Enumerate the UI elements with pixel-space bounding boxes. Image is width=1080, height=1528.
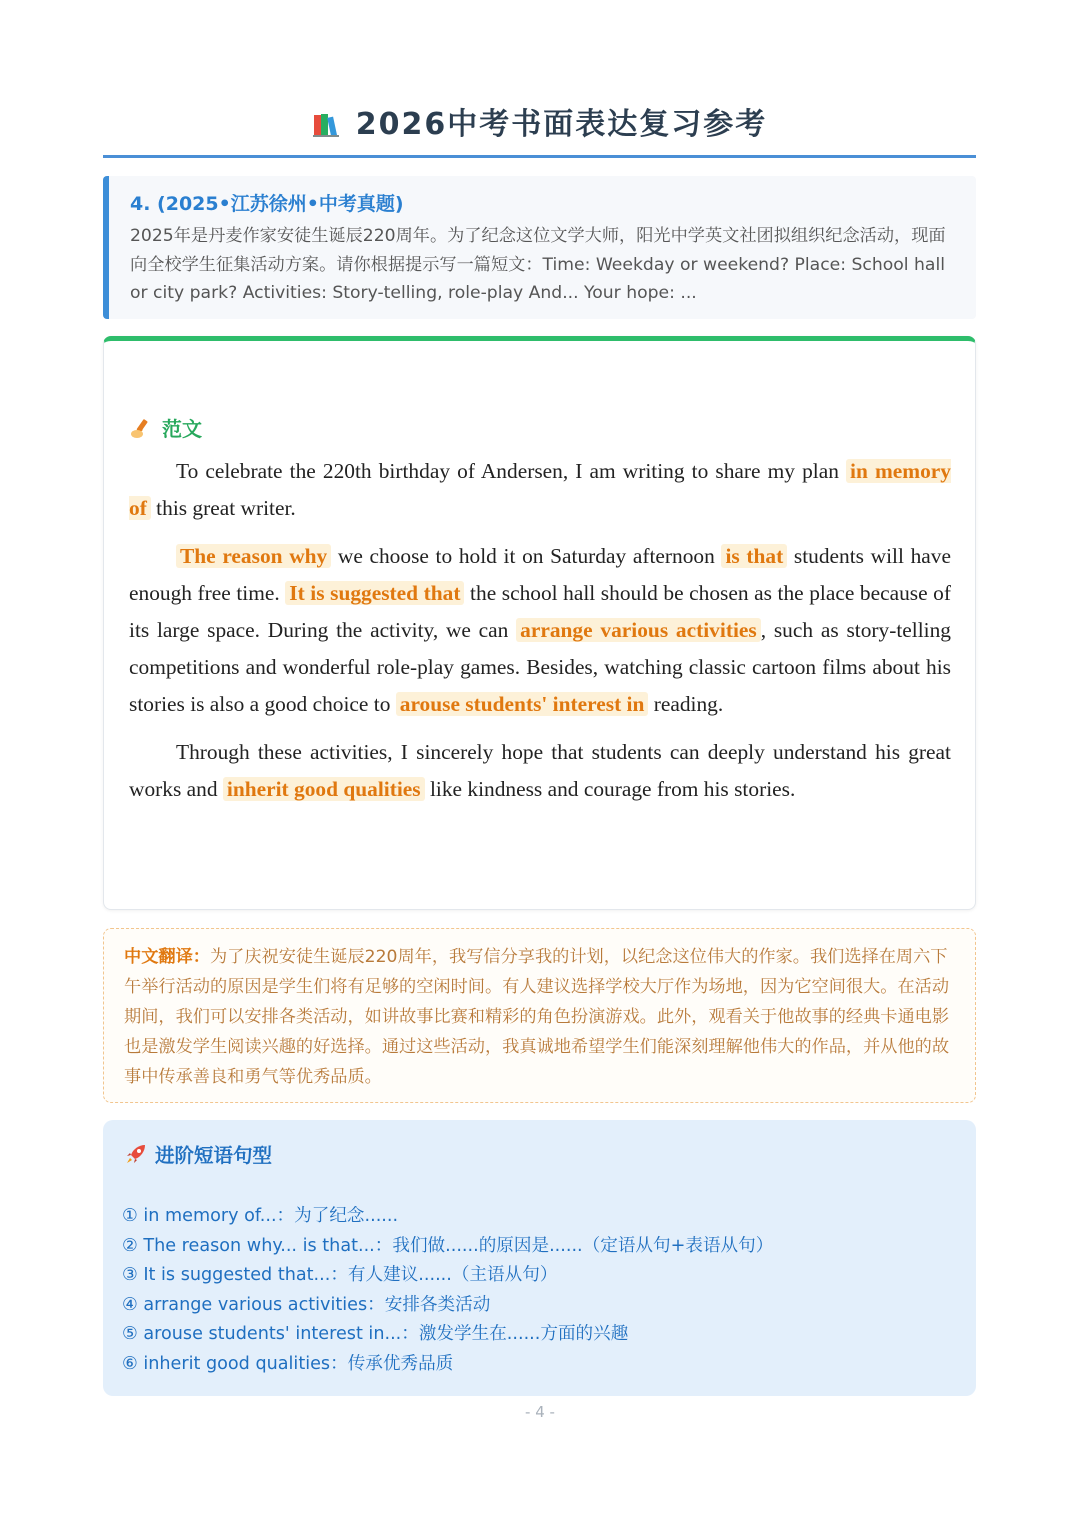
highlight-phrase: It is suggested that (285, 581, 464, 605)
title-divider (103, 155, 976, 158)
phrase-item: ③ It is suggested that...：有人建议......（主语从句） (122, 1265, 558, 1285)
question-card (103, 176, 976, 319)
translation-label: 中文翻译： (124, 947, 210, 967)
page-title (103, 100, 976, 150)
phrases-heading-text: 进阶短语句型 (155, 1144, 273, 1167)
phrase-item: ⑥ inherit good qualities：传承优秀品质 (122, 1353, 454, 1374)
phrase-item: ② The reason why... is that...：我们做......的原因是......（定语从句+表语从句） (122, 1235, 774, 1256)
highlight-phrase: inherit good qualities (223, 777, 425, 801)
phrases-card (103, 1120, 976, 1396)
essay-paragraph-1: To celebrate the 220th birthday of Andersen, I am writing to share my plan in memory of this great writer. (129, 459, 951, 520)
question-prompt: 2025年是丹麦作家安徒生诞辰220周年。为了纪念这位文学大师，阳光中学英文社团拟组织纪念活动，现面向全校学生征集活动方案。请你根据提示写一篇短文：Time: Weekday or weekend? Place: School hall or city park? Activities: Story-telling, role-play And... Your hope: ... (130, 226, 946, 303)
phrases-heading (125, 1140, 272, 1168)
translation-text: 为了庆祝安徒生诞辰220周年，我写信分享我的计划，以纪念这位伟大的作家。我们选择在周六下午举行活动的原因是学生们将有足够的空闲时间。有人建议选择学校大厅作为场地，因为它空间很大。在活动期间，我们可以安排各类活动，如讲故事比赛和精彩的角色扮演游戏。此外，观看关于他故事的经典卡通电影也是激发学生阅读兴趣的好选择。通过这些活动，我真诚地希望学生们能深刻理解他伟大的作品，并从他的故事中传承善良和勇气等优秀品质。 (124, 947, 950, 1087)
essay-paragraph-3: Through these activities, I sincerely hope that students can deeply understand his great works and inherit good qualities like kindness and courage from his stories. (129, 740, 951, 801)
writing-hand-icon (130, 417, 154, 439)
books-icon (312, 104, 342, 130)
phrase-item: ① in memory of...：为了纪念...... (122, 1206, 399, 1226)
essay-heading-text: 范文 (162, 417, 202, 441)
rocket-icon (125, 1143, 147, 1165)
essay-paragraph-2: The reason why we choose to hold it on Saturday afternoon is that students will have enough free time. It is suggested that the school hall should be chosen as the place because of its large space. During the activity, we can arrange various activities , such as story-telling competitions and wonderful role-play games. Besides, watching classic cartoon films about his stories is also a good choice to arouse students' interest in reading. (129, 544, 952, 716)
highlight-phrase: in memory of (129, 459, 951, 520)
translation-card (103, 928, 976, 1103)
highlight-phrase: is that (721, 544, 787, 568)
model-essay-card (103, 336, 976, 910)
page-number: - 4 - (525, 1403, 555, 1421)
question-heading: 4. (2025•江苏徐州•中考真题) (130, 193, 404, 215)
essay-heading (130, 413, 202, 442)
highlight-phrase: arrange various activities (516, 618, 761, 642)
essay-body (129, 453, 951, 819)
phrase-item: ④ arrange various activities：安排各类活动 (122, 1294, 491, 1315)
phrase-list (122, 1202, 773, 1379)
page-title-text: 2026中考书面表达复习参考 (355, 107, 768, 142)
highlight-phrase: The reason why (176, 544, 331, 568)
highlight-phrase: arouse students' interest in (396, 692, 649, 716)
phrase-item: ⑤ arouse students' interest in...：激发学生在......方面的兴趣 (122, 1324, 629, 1344)
